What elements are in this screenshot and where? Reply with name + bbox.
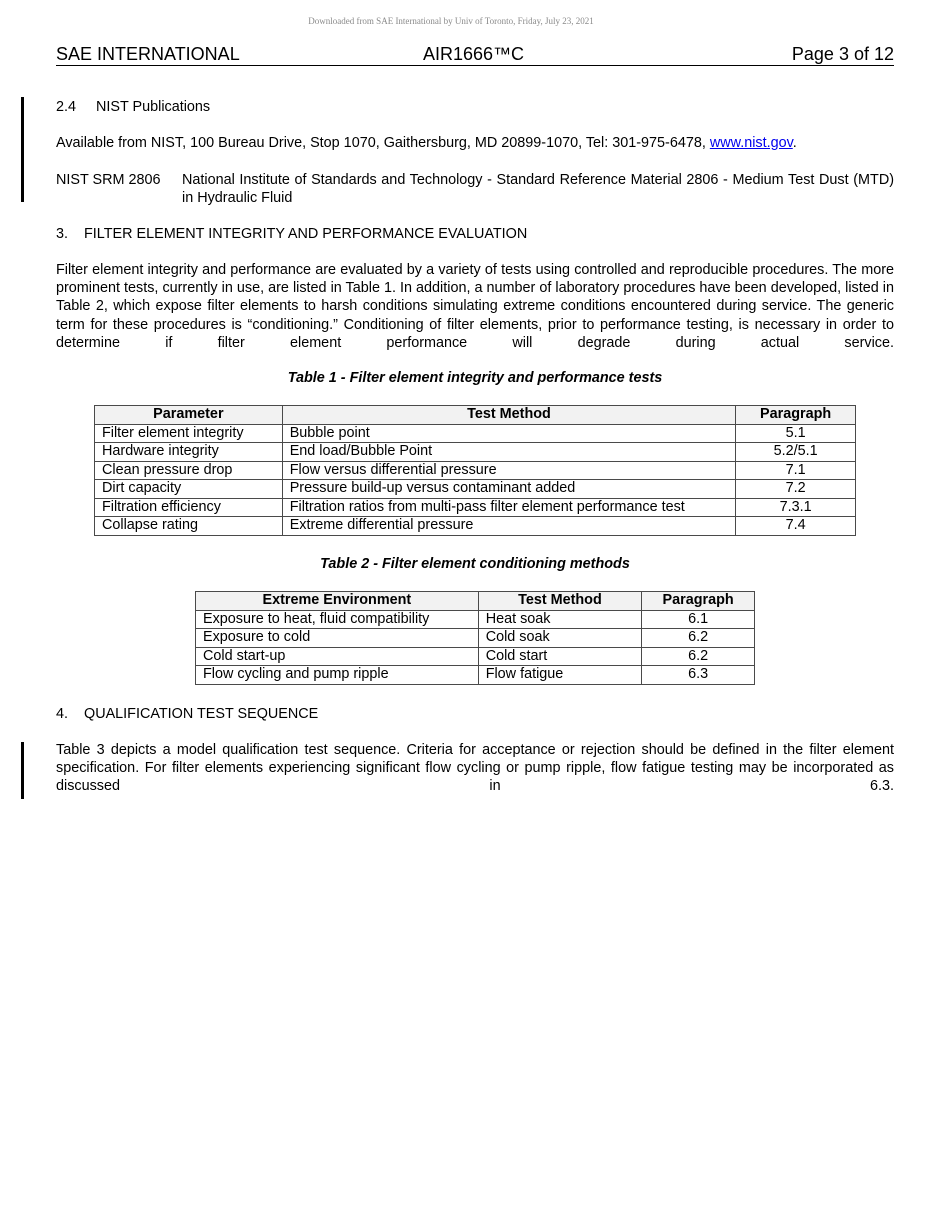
page-header [56,43,894,66]
reference-nist-srm-2806 [56,171,894,207]
table-cell: Clean pressure drop [95,461,283,480]
link-trailing-period: . [792,135,797,151]
table-cell: 7.3.1 [736,498,856,517]
table-row [95,498,856,517]
table-cell: Cold start-up [196,647,479,666]
table-cell: Bubble point [282,424,736,443]
section-2-4-heading: 2.4 NIST Publications [56,99,211,115]
table-header-row [95,406,856,425]
table-cell: Extreme differential pressure [282,517,736,536]
table-cell: Cold start [478,647,642,666]
table-cell: Exposure to cold [196,629,479,648]
reference-description: National Institute of Standards and Technology - Standard Reference Material 2806 - Medium Test Dust (MTD) in Hydraulic Fluid [182,172,894,207]
table-row [196,647,755,666]
table-header-row [196,592,755,611]
column-header: Test Method [478,592,642,611]
table-row [95,424,856,443]
table-cell: Cold soak [478,629,642,648]
reference-label: NIST SRM 2806 [56,172,161,188]
table-1-caption: Table 1 - Filter element integrity and performance tests [287,370,663,386]
table-row [95,480,856,499]
nist-website-link[interactable]: www.nist.gov [709,135,793,151]
table-cell: Hardware integrity [95,443,283,462]
table-cell: 6.3 [642,666,755,685]
column-header: Paragraph [642,592,755,611]
table-cell: Dirt capacity [95,480,283,499]
header-page-number: Page 3 of 12 [791,44,894,64]
table-row [196,610,755,629]
table-2 [195,591,755,685]
table-row [95,461,856,480]
header-doc-id: AIR1666™C [423,44,525,64]
table-row [196,666,755,685]
table-row [95,443,856,462]
table-cell: Heat soak [478,610,642,629]
table-cell: End load/Bubble Point [282,443,736,462]
table-cell: Filter element integrity [95,424,283,443]
column-header: Parameter [95,406,283,425]
table-cell: Filtration efficiency [95,498,283,517]
section-3-paragraph: Filter element integrity and performance are evaluated by a variety of tests using controlled and reproducible procedures. The more prominent tests, currently in use, are listed in Table 1. In addition, a number of laboratory procedures have been developed, listed in Table 2, which expose filter elements to harsh conditions simulating extreme conditions encountered during service. The generic term for these procedures is “conditioning.” Conditioning of filter elements, prior to performance testing, is necessary in order to determine if filter element performance will degrade during actual service. [56,262,894,351]
table-cell: Exposure to heat, fluid compatibility [196,610,479,629]
table-cell: Filtration ratios from multi-pass filter element performance test [282,498,736,517]
table-cell: 5.1 [736,424,856,443]
nist-availability [56,134,894,152]
table-cell: Flow fatigue [478,666,642,685]
nist-availability-text: Available from NIST, 100 Bureau Drive, Stop 1070, Gaithersburg, MD 20899-1070, Tel: 301-975-6478, [56,135,710,151]
table-row [196,629,755,648]
table-cell: 5.2/5.1 [736,443,856,462]
table-cell: 7.1 [736,461,856,480]
section-3-heading: 3. FILTER ELEMENT INTEGRITY AND PERFORMANCE EVALUATION [56,226,528,242]
section-4-paragraph: Table 3 depicts a model qualification test sequence. Criteria for acceptance or rejection should be defined in the filter element specification. For filter elements experiencing significant flow cycling or pump ripple, flow fatigue testing may be incorporated as discussed in 6.3. [56,742,894,795]
column-header: Paragraph [736,406,856,425]
table-cell: 7.4 [736,517,856,536]
table-row [95,517,856,536]
table-cell: Flow cycling and pump ripple [196,666,479,685]
table-2-caption: Table 2 - Filter element conditioning methods [320,556,630,572]
table-cell: Pressure build-up versus contaminant added [282,480,736,499]
revision-change-bar [21,742,24,799]
table-1 [94,405,856,536]
column-header: Extreme Environment [196,592,479,611]
download-watermark: Downloaded from SAE International by Univ of Toronto, Friday, July 23, 2021 [308,16,594,26]
section-4-heading: 4. QUALIFICATION TEST SEQUENCE [56,706,319,722]
table-cell: 6.2 [642,629,755,648]
table-cell: 6.1 [642,610,755,629]
table-cell: Flow versus differential pressure [282,461,736,480]
table-cell: Collapse rating [95,517,283,536]
revision-change-bar [21,97,24,202]
table-cell: 7.2 [736,480,856,499]
column-header: Test Method [282,406,736,425]
table-cell: 6.2 [642,647,755,666]
header-org: SAE INTERNATIONAL [56,44,240,64]
